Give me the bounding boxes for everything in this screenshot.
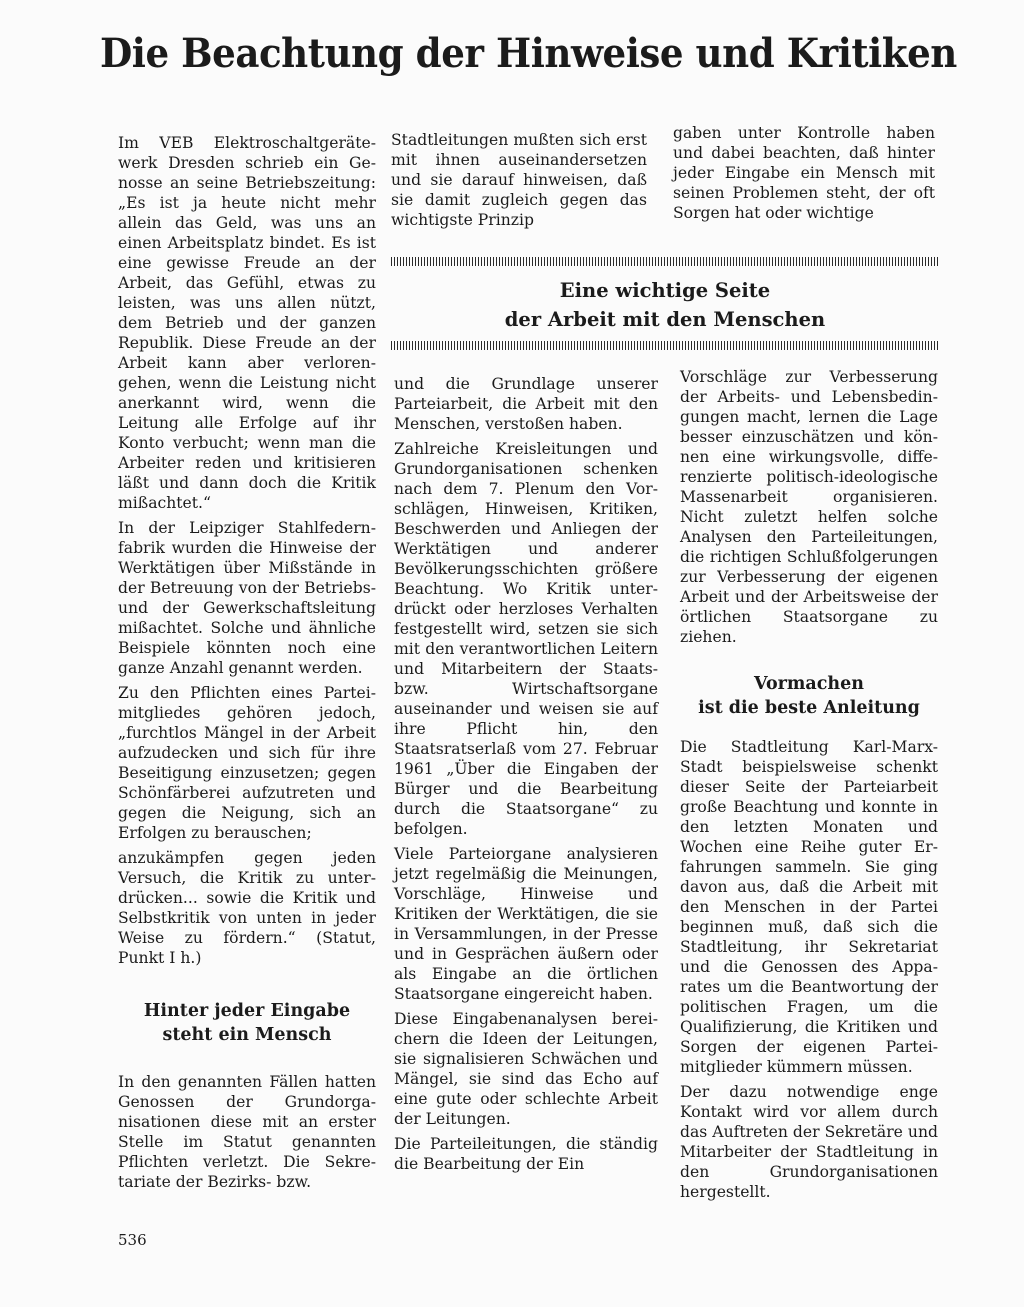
section-heading-line: ist die beste Anleitung — [698, 698, 920, 718]
paragraph: Stadtleitungen mußten sich erst mit ihnen auseinandersetzen und sie darauf hinweisen, daß sie damit zugleich gegen das wichtigste Prinzip — [391, 131, 647, 229]
section-heading-line: Hinter jeder Eingabe — [143, 1001, 351, 1021]
divider-top — [391, 257, 939, 266]
section-heading — [680, 672, 938, 720]
paragraph: Die Parteileitungen, die ständig die Bearbeitung der Ein — [394, 1135, 658, 1173]
banner-line: der Arbeit mit den Menschen — [504, 308, 826, 331]
paragraph: Im VEB Elektroschaltgerätewerk Dresden schrieb ein Genosse an seine Betriebszeitung: „Es ist ja heute nicht mehr allein das Geld, was uns an einen Arbeitsplatz bindet. Es ist eine gewisse Freude an der Arbeit, das Gefühl, etwas zu leisten, was uns allen nützt, dem Betrieb und der ganzen Republik. Diese Freude an der Arbeit kann aber verlorengehen, wenn die Leistung nicht anerkannt wird, wenn die Leitung alle Erfolge auf ihr Konto verbucht; wenn man die Arbeiter reden und kritisieren läßt und dann doch die Kritik mißachtet.“ — [118, 134, 376, 512]
column-3 — [680, 367, 938, 1202]
section-heading-line: steht ein Mensch — [162, 1025, 332, 1045]
paragraph: In den genannten Fällen hatten Genossen der Grundorganisationen diese mit an erster Stelle im Statut genannten Pflichten verletzt. Die Sekretariate der Bezirks- bzw. — [118, 1073, 376, 1191]
paragraph: Die Stadtleitung Karl-Marx-Stadt beispielsweise schenkt dieser Seite der Parteiarbeit große Beachtung und konnte in den letzten Monaten und Wochen eine Reihe guter Erfahrungen sammeln. Sie ging davon aus, daß die Arbeit mit den Menschen in der Partei beginnen muß, daß sich die Stadtleitung, ihr Sekretariat und die Genossen des Apparates um die Beantwortung der politischen Fragen, um die Qualifizierung, die Kritiken und Sorgen der eigenen Parteimitglieder kümmern müssen. — [680, 738, 938, 1076]
paragraph: anzukämpfen gegen jeden Versuch, die Kritik zu unterdrücken... sowie die Kritik und Selbstkritik von unten in jeder Weise zu fördern.“ (Statut, Punkt I h.) — [118, 849, 376, 967]
page-number: 536 — [118, 1231, 147, 1249]
column-2 — [394, 374, 658, 1174]
paragraph: Der dazu notwendige enge Kontakt wird vor allem durch das Auftreten der Sekretäre und Mitarbeiter der Stadtleitung in den Grundorganisationen hergestellt. — [680, 1083, 938, 1201]
paragraph: Zu den Pflichten eines Parteimitgliedes gehören jedoch, „furchtlos Mängel in der Arbeit aufzudecken und sich für ihre Beseitigung einzusetzen; gegen Schönfärberei aufzutreten und gegen die Neigung, sich an Erfolgen zu berauschen; — [118, 684, 376, 842]
paragraph: Viele Parteiorgane analysieren jetzt regelmäßig die Meinungen, Vorschläge, Hinweise und Kritiken der Werktätigen, die sie in Versammlungen, in der Presse und in Gesprächen äußern oder als Eingabe an die örtlichen Staatsorgane eingereicht haben. — [394, 845, 658, 1003]
divider-bottom — [391, 341, 939, 350]
section-heading-line: Vormachen — [754, 674, 864, 694]
column-2-top — [391, 130, 647, 230]
paragraph: Vorschläge zur Verbesserung der Arbeits- und Lebensbedingungen macht, lernen die Lage besser einzuschätzen und können eine wirkungsvolle, differenzierte politisch-ideologische Massenarbeit organisieren. Nicht zuletzt helfen solche Analysen den Parteileitungen, die richtigen Schlußfolgerungen zur Verbesserung der eigenen Arbeit und der Arbeitsweise der örtlichen Staatsorgane zu ziehen. — [680, 368, 938, 646]
page-title: Die Beachtung der Hinweise und Kritiken — [100, 30, 957, 77]
section-heading — [118, 999, 376, 1047]
paragraph: gaben unter Kontrolle haben und dabei beachten, daß hinter jeder Eingabe ein Mensch mit seinen Problemen steht, der oft Sorgen hat oder wichtige — [673, 124, 935, 222]
paragraph: In der Leipziger Stahlfedernfabrik wurden die Hinweise der Werktätigen über Mißstände in der Betreuung von der Betriebs- und der Gewerkschaftsleitung mißachtet. Solche und ähnliche Beispiele könnten noch eine ganze Anzahl genannt werden. — [118, 519, 376, 677]
banner-line: Eine wichtige Seite — [559, 279, 771, 302]
column-3-top — [673, 123, 935, 223]
column-1 — [118, 133, 376, 1192]
paragraph: und die Grundlage unserer Parteiarbeit, die Arbeit mit den Menschen, verstoßen haben. — [394, 375, 658, 433]
paragraph: Zahlreiche Kreisleitungen und Grundorganisationen schenken nach dem 7. Plenum den Vorschlägen, Hinweisen, Kritiken, Beschwerden und Anliegen der Werktätigen und anderer Bevölkerungsschichten größere Beachtung. Wo Kritik unterdrückt oder herzloses Verhalten festgestellt wird, setzen sie sich mit den verantwortlichen Leitern und Mitarbeitern der Staats- bzw. Wirtschaftsorgane auseinander und weisen sie auf ihre Pflicht hin, den Staatsratserlaß vom 27. Februar 1961 „Über die Eingaben der Bürger und die Bearbeitung durch die Staatsorgane“ zu befolgen. — [394, 440, 658, 838]
section-banner — [391, 276, 939, 334]
paragraph: Diese Eingabenanalysen bereichern die Ideen der Leitungen, sie signalisieren Schwächen und Mängel, sie sind das Echo auf eine gute oder schlechte Arbeit der Leitungen. — [394, 1010, 658, 1128]
